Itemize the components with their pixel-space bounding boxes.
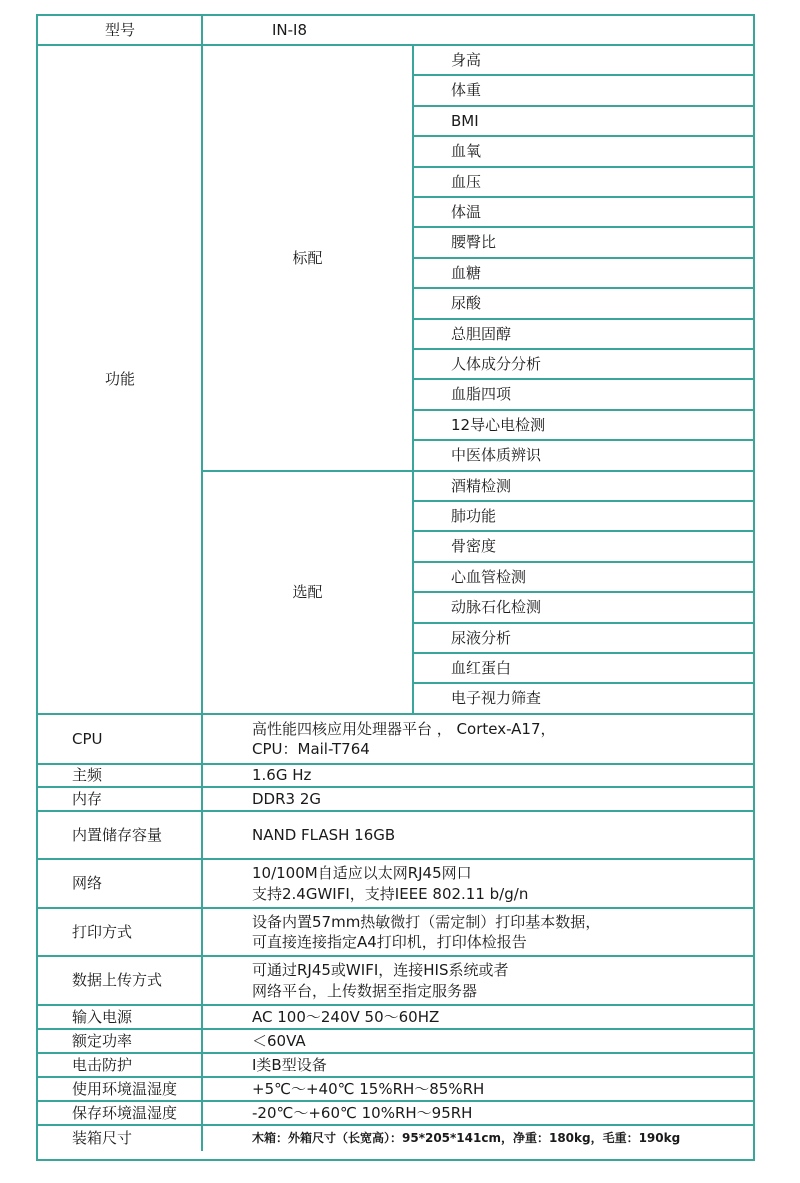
spec-value-line: ＜60VA	[252, 1031, 306, 1050]
row-divider	[202, 470, 413, 472]
spec-value-line: 木箱：外箱尺寸（长宽高）：95*205*141cm，净重：180kg，毛重：190kg	[252, 1130, 681, 1145]
spec-label: 输入电源	[72, 1007, 133, 1026]
optional-item: 动脉石化检测	[451, 598, 542, 617]
standard-item: 尿酸	[451, 294, 482, 313]
spec-value-line: 10/100M自适应以太网RJ45网口	[252, 864, 472, 883]
spec-label: 主频	[72, 766, 103, 785]
spec-value-line: 网络平台，上传数据至指定服务器	[252, 981, 478, 1000]
column-divider	[201, 1053, 203, 1077]
spec-value	[202, 764, 753, 787]
spec-value	[202, 1029, 753, 1053]
standard-item: 血氧	[451, 142, 482, 161]
spec-label: 额定功率	[72, 1031, 133, 1050]
spec-value-line: 可直接连接指定A4打印机，打印体检报告	[252, 933, 527, 951]
standard-item: 血脂四项	[451, 385, 512, 404]
spec-value	[202, 1053, 753, 1077]
spec-value	[202, 1101, 753, 1125]
spec-value	[202, 908, 753, 956]
model-label: 型号	[104, 21, 135, 40]
standard-item: 体重	[451, 81, 482, 100]
spec-label: 使用环境温湿度	[72, 1079, 178, 1098]
spec-label: 电击防护	[72, 1055, 133, 1074]
column-divider	[201, 859, 203, 908]
spec-label: 装箱尺寸	[72, 1128, 133, 1147]
optional-item: 肺功能	[451, 507, 497, 526]
optional-item: 酒精检测	[451, 476, 512, 495]
column-divider	[201, 908, 203, 956]
optional-item: 血红蛋白	[451, 659, 512, 678]
optional-item: 心血管检测	[451, 567, 527, 586]
optional-label: 选配	[292, 583, 323, 602]
spec-value-line: AC 100～240V 50～60HZ	[252, 1007, 440, 1026]
spec-label: 保存环境温湿度	[72, 1103, 178, 1122]
column-divider	[201, 787, 203, 811]
standard-item: 身高	[451, 51, 482, 70]
column-divider	[201, 1125, 203, 1151]
spec-label: CPU	[72, 729, 103, 748]
optional-item: 尿液分析	[451, 628, 512, 647]
standard-item: 血糖	[451, 263, 482, 282]
column-divider	[201, 16, 203, 45]
spec-value-line: DDR3 2G	[252, 789, 322, 808]
standard-item: 12导心电检测	[451, 415, 546, 434]
column-divider	[201, 1029, 203, 1053]
spec-label: 打印方式	[72, 922, 133, 941]
spec-value	[202, 714, 753, 764]
spec-label: 内存	[72, 789, 103, 808]
spec-label: 网络	[72, 874, 103, 893]
spec-value	[202, 859, 753, 908]
column-divider	[201, 1077, 203, 1101]
standard-item: 中医体质辨识	[451, 446, 542, 465]
spec-value-line: Ⅰ类B型设备	[252, 1055, 327, 1074]
spec-value	[202, 1005, 753, 1029]
spec-value	[202, 1125, 753, 1151]
spec-value-line: 1.6G Hz	[252, 766, 312, 785]
spec-value-line: NAND FLASH 16GB	[252, 825, 396, 844]
column-divider	[201, 1005, 203, 1029]
spec-value-line: 可通过RJ45或WIFI，连接HIS系统或者	[252, 961, 509, 980]
spec-table	[36, 14, 755, 1161]
column-divider	[201, 764, 203, 787]
column-divider	[201, 714, 203, 764]
spec-value-line: 高性能四核应用处理器平台 ， Cortex-A17，	[252, 719, 556, 738]
function-label: 功能	[104, 370, 135, 389]
spec-value-line: 支持2.4GWIFI，支持IEEE 802.11 b/g/n	[252, 884, 529, 903]
column-divider	[201, 956, 203, 1005]
standard-item: 人体成分分析	[451, 355, 542, 374]
standard-item: 血压	[451, 172, 482, 191]
spec-value-line: -20℃～+60℃ 10%RH～95RH	[252, 1103, 473, 1122]
spec-value-line: 设备内置57mm热敏微打（需定制）打印基本数据，	[252, 912, 601, 931]
spec-value	[202, 787, 753, 811]
standard-item: 总胆固醇	[451, 324, 512, 343]
spec-value-line: +5℃～+40℃ 15%RH～85%RH	[252, 1079, 485, 1098]
optional-item: 骨密度	[451, 537, 497, 556]
spec-value	[202, 956, 753, 1005]
spec-label: 内置储存容量	[72, 825, 163, 844]
standard-item: 体温	[451, 203, 482, 222]
standard-label: 标配	[292, 248, 323, 267]
column-divider	[201, 811, 203, 859]
spec-value	[202, 811, 753, 859]
model-value: IN-I8	[272, 21, 308, 40]
optional-item: 电子视力筛查	[451, 689, 542, 708]
spec-label: 数据上传方式	[72, 971, 163, 990]
standard-item: BMI	[451, 111, 479, 130]
column-divider	[201, 1101, 203, 1125]
standard-item: 腰臀比	[451, 233, 497, 252]
spec-value	[202, 1077, 753, 1101]
spec-value-line: CPU：Mail-T764	[252, 740, 370, 758]
